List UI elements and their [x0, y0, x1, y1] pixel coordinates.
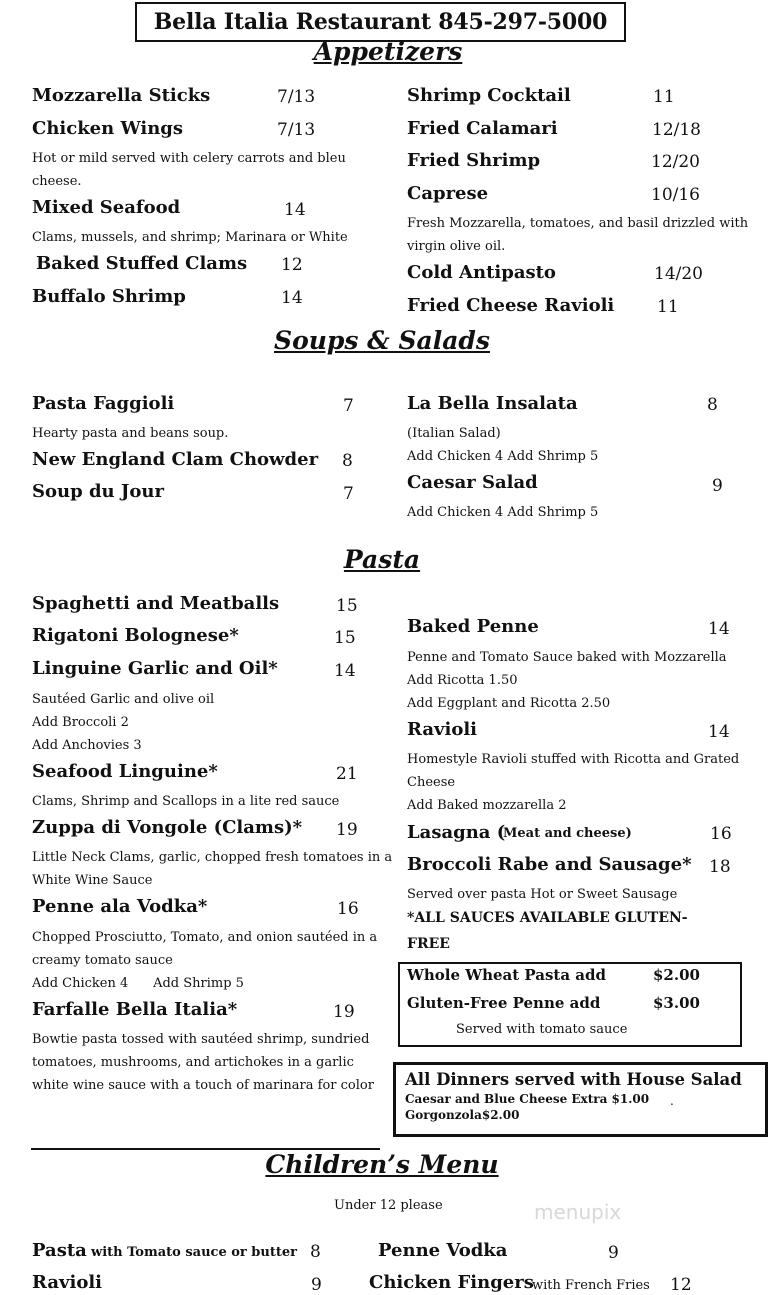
- item-name: Shrimp Cocktail: [407, 85, 571, 106]
- item-name: Linguine Garlic and Oil*: [32, 658, 278, 679]
- item-price: 14: [284, 200, 306, 220]
- item-price: 14/20: [654, 264, 703, 284]
- item-price: 9: [608, 1243, 619, 1263]
- item-price: 8: [310, 1242, 321, 1262]
- item-price: 12: [281, 255, 303, 275]
- item-price: 12: [670, 1275, 692, 1295]
- item-desc: Clams, mussels, and shrimp; Marinara or White: [32, 230, 348, 245]
- item-desc: Add Baked mozzarella 2: [407, 798, 567, 813]
- item-desc: Add Chicken 4 Add Shrimp 5: [407, 505, 599, 520]
- item-desc: Cheese: [407, 775, 456, 790]
- item-name: Spaghetti and Meatballs: [32, 593, 280, 614]
- item-subtitle: Meat and cheese): [503, 826, 632, 841]
- item-name: Caesar Salad: [407, 472, 538, 493]
- item-desc: Add Ricotta 1.50: [407, 673, 518, 688]
- item-desc: Add Anchovies 3: [32, 738, 142, 753]
- item-name: Caprese: [407, 183, 489, 204]
- item-subtitle: with Tomato sauce or butter: [91, 1245, 297, 1260]
- item-price: 8: [342, 451, 353, 471]
- item-desc: Add Broccoli 2: [32, 715, 129, 730]
- section-title-soups: Soups & Salads: [274, 326, 490, 355]
- item-price: 9: [712, 476, 723, 496]
- item-desc: Add Chicken 4 Add Shrimp 5: [32, 976, 244, 991]
- item-name: Buffalo Shrimp: [32, 286, 186, 307]
- item-name: La Bella Insalata: [407, 393, 578, 414]
- dinners-dot: .: [670, 1094, 674, 1108]
- item-price: 14: [708, 619, 730, 639]
- section-title-appetizers: Appetizers: [313, 37, 463, 66]
- item-name: Seafood Linguine*: [32, 761, 218, 782]
- item-name: Rigatoni Bolognese*: [32, 625, 239, 646]
- item-desc: (Italian Salad): [407, 426, 501, 441]
- item-price: 14: [334, 661, 356, 681]
- item-name: Baked Penne: [407, 616, 539, 637]
- restaurant-header: Bella Italia Restaurant 845-297-5000: [135, 2, 626, 42]
- option-name: Whole Wheat Pasta add: [407, 966, 606, 984]
- item-desc: virgin olive oil.: [407, 239, 506, 254]
- item-name: Baked Stuffed Clams: [36, 253, 248, 274]
- item-name: Penne ala Vodka*: [32, 896, 208, 917]
- item-desc: Little Neck Clams, garlic, chopped fresh tomatoes in a: [32, 850, 393, 865]
- option-note: Served with tomato sauce: [456, 1022, 628, 1037]
- item-price: 18: [709, 857, 731, 877]
- item-name: Chicken Wings: [32, 118, 184, 139]
- item-name: Broccoli Rabe and Sausage*: [407, 854, 692, 875]
- item-desc: Hot or mild served with celery carrots and bleu: [32, 151, 346, 166]
- item-price: 11: [657, 297, 679, 317]
- item-price: 19: [333, 1002, 355, 1022]
- item-desc: tomatoes, mushrooms, and artichokes in a garlic: [32, 1055, 354, 1070]
- item-price: 10/16: [651, 185, 700, 205]
- item-name: New England Clam Chowder: [32, 449, 319, 470]
- item-price: 7/13: [277, 120, 316, 140]
- item-name: Fried Shrimp: [407, 150, 541, 171]
- watermark: menupix: [534, 1200, 622, 1224]
- item-price: 16: [337, 899, 359, 919]
- item-name: Ravioli: [32, 1272, 103, 1293]
- item-desc: White Wine Sauce: [32, 873, 153, 888]
- section-title-pasta: Pasta: [343, 545, 421, 574]
- item-price: 7/13: [277, 87, 316, 107]
- item-price: 12/18: [652, 120, 701, 140]
- item-desc: cheese.: [32, 174, 82, 189]
- item-desc: creamy tomato sauce: [32, 953, 173, 968]
- item-price: 14: [281, 288, 303, 308]
- item-name: Fried Calamari: [407, 118, 558, 139]
- item-price: 19: [336, 820, 358, 840]
- item-desc: Chopped Prosciutto, Tomato, and onion sautéed in a: [32, 930, 378, 945]
- item-desc: Homestyle Ravioli stuffed with Ricotta and Grated: [407, 752, 740, 767]
- item-subtitle: with French Fries: [532, 1278, 650, 1293]
- item-name: Mixed Seafood: [32, 197, 181, 218]
- item-price: 7: [343, 484, 354, 504]
- gluten-note: *ALL SAUCES AVAILABLE GLUTEN-: [407, 910, 688, 926]
- item-name: Lasagna (: [407, 822, 506, 843]
- item-price: 12/20: [651, 152, 700, 172]
- dinners-line: Caesar and Blue Cheese Extra $1.00: [405, 1092, 650, 1106]
- item-desc: Sautéed Garlic and olive oil: [32, 692, 215, 707]
- children-note: Under 12 please: [334, 1198, 443, 1213]
- item-desc: Add Chicken 4 Add Shrimp 5: [407, 449, 599, 464]
- dinners-line: Gorgonzola$2.00: [405, 1108, 520, 1122]
- item-desc: Hearty pasta and beans soup.: [32, 426, 229, 441]
- item-price: 15: [334, 628, 356, 648]
- item-price: 21: [336, 764, 358, 784]
- item-price: 14: [708, 722, 730, 742]
- item-price: 9: [311, 1275, 322, 1295]
- item-desc: white wine sauce with a touch of marinara for color: [32, 1078, 374, 1093]
- item-price: 8: [707, 395, 718, 415]
- item-desc: Fresh Mozzarella, tomatoes, and basil drizzled with: [407, 216, 749, 231]
- item-name: Mozzarella Sticks: [32, 85, 211, 106]
- item-name: Farfalle Bella Italia*: [32, 999, 238, 1020]
- option-name: Gluten-Free Penne add: [407, 994, 601, 1012]
- item-desc: Served over pasta Hot or Sweet Sausage: [407, 887, 678, 902]
- gluten-note: FREE: [407, 936, 450, 952]
- item-name: Zuppa di Vongole (Clams)*: [32, 817, 303, 838]
- item-price: 15: [336, 596, 358, 616]
- item-name: Pasta: [32, 1240, 87, 1261]
- item-name: Chicken Fingers: [369, 1272, 534, 1293]
- item-name: Ravioli: [407, 719, 478, 740]
- item-name: Soup du Jour: [32, 481, 164, 502]
- item-desc: Clams, Shrimp and Scallops in a lite red sauce: [32, 794, 340, 809]
- section-title-children: Children’s Menu: [265, 1150, 499, 1179]
- item-price: 16: [710, 824, 732, 844]
- item-price: 7: [343, 396, 354, 416]
- item-desc: Add Eggplant and Ricotta 2.50: [407, 696, 611, 711]
- item-name: Cold Antipasto: [407, 262, 556, 283]
- item-name: Fried Cheese Ravioli: [407, 295, 615, 316]
- option-price: $2.00: [653, 966, 700, 984]
- item-price: 11: [653, 87, 675, 107]
- dinners-title: All Dinners served with House Salad: [405, 1070, 742, 1089]
- item-desc: Penne and Tomato Sauce baked with Mozzarella: [407, 650, 727, 665]
- item-desc: Bowtie pasta tossed with sautéed shrimp, sundried: [32, 1032, 370, 1047]
- item-name: Penne Vodka: [378, 1240, 508, 1261]
- option-price: $3.00: [653, 994, 700, 1012]
- item-name: Pasta Faggioli: [32, 393, 175, 414]
